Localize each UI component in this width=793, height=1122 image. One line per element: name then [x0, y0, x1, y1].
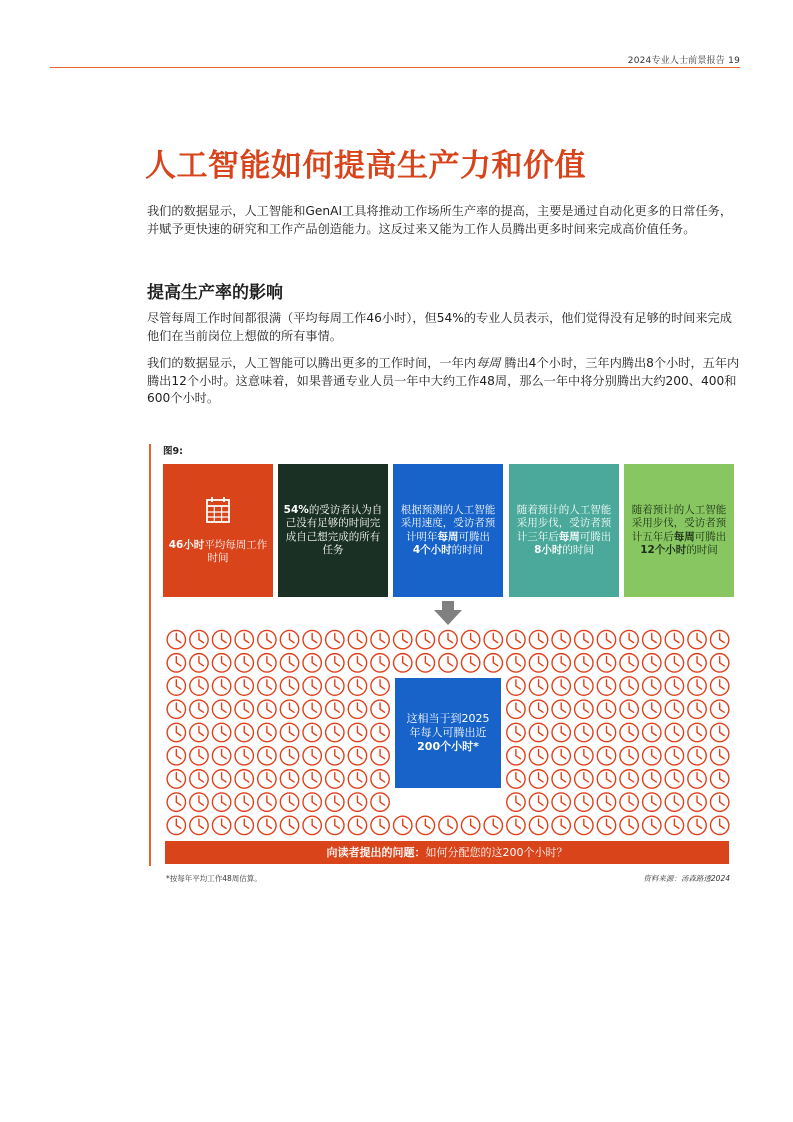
clock-icon	[620, 816, 638, 834]
clock-icon	[258, 770, 276, 788]
clock-icon	[280, 793, 298, 811]
clock-icon	[326, 816, 344, 834]
clock-icon	[258, 677, 276, 695]
clock-icon	[665, 793, 683, 811]
stat-box-2-rest: 的受访者认为自己没有足够的时间完成自己想完成的所有任务	[285, 503, 383, 556]
clock-icon	[303, 654, 321, 672]
page-title: 人工智能如何提高生产力和价值	[145, 148, 586, 184]
intro-paragraph: 我们的数据显示，人工智能和GenAI工具将推动工作场所生产率的提高，主要是通过自动化更多的日常任务，并赋予更快速的研究和工作产品创造能力。这反过来又能为工作人员腾出更多时间来完成高价值任务。	[147, 204, 733, 236]
clock-icon	[597, 770, 615, 788]
clock-icon	[597, 677, 615, 695]
clock-icon	[326, 700, 344, 718]
reader-question-bar	[165, 841, 729, 864]
clock-icon	[710, 630, 728, 648]
clock-icon	[575, 677, 593, 695]
clock-icon	[620, 747, 638, 765]
clock-icon	[620, 770, 638, 788]
clock-icon	[597, 654, 615, 672]
clock-icon	[167, 630, 185, 648]
callout-line-2: 年每人可腾出近	[409, 726, 487, 739]
clock-icon	[575, 700, 593, 718]
clock-icon	[371, 630, 389, 648]
clock-icon	[688, 747, 706, 765]
clock-icon	[643, 723, 661, 741]
clock-icon	[529, 723, 547, 741]
clock-icon	[371, 793, 389, 811]
clock-icon	[167, 723, 185, 741]
clock-icon	[212, 723, 230, 741]
clock-icon	[303, 700, 321, 718]
clock-icon	[529, 630, 547, 648]
clock-icon	[665, 747, 683, 765]
clock-icon	[688, 700, 706, 718]
clock-icon	[303, 793, 321, 811]
clock-icon	[258, 700, 276, 718]
clock-icon	[597, 723, 615, 741]
clock-icon	[552, 723, 570, 741]
clock-icon	[507, 747, 525, 765]
clock-icon	[258, 747, 276, 765]
clock-icon	[552, 747, 570, 765]
clock-icon	[190, 700, 208, 718]
clock-icon	[597, 630, 615, 648]
clock-icon	[710, 770, 728, 788]
clock-icon	[303, 747, 321, 765]
stat-box-1-bold: 46小时	[168, 538, 205, 551]
clock-icon	[258, 654, 276, 672]
clock-icon	[688, 630, 706, 648]
clock-icon	[575, 723, 593, 741]
clock-icon	[665, 770, 683, 788]
clock-icon	[688, 654, 706, 672]
clock-icon	[371, 723, 389, 741]
clock-icon	[235, 654, 253, 672]
stat-box-five-years	[624, 464, 734, 597]
stat-box-5-bold1: 每周	[673, 530, 695, 543]
question-label: 向读者提出的问题：	[326, 846, 426, 859]
clock-icon	[235, 700, 253, 718]
section-heading: 提高生产率的影响	[147, 283, 283, 303]
clock-icon	[710, 816, 728, 834]
clock-icon	[665, 816, 683, 834]
clock-icon	[167, 747, 185, 765]
clock-icon	[348, 654, 366, 672]
clock-icon	[348, 630, 366, 648]
clock-icon	[212, 677, 230, 695]
clock-icon	[371, 770, 389, 788]
clock-icon	[326, 654, 344, 672]
paragraph-time-saved	[147, 355, 743, 408]
clock-icon	[235, 770, 253, 788]
clock-icon	[643, 677, 661, 695]
clock-icon	[575, 747, 593, 765]
stat-box-three-years	[509, 464, 619, 597]
clock-icon	[416, 654, 434, 672]
clock-icon	[280, 723, 298, 741]
clock-icon	[212, 654, 230, 672]
clock-icon	[620, 723, 638, 741]
clock-icon	[348, 677, 366, 695]
stat-box-3-mid: 可腾出	[458, 530, 490, 543]
clock-icon	[348, 770, 366, 788]
clock-icon	[643, 793, 661, 811]
stat-box-1-rest: 平均每周工作时间	[204, 538, 268, 564]
clock-icon	[439, 654, 457, 672]
clock-icon	[575, 630, 593, 648]
clock-icon	[665, 723, 683, 741]
clock-icon	[348, 816, 366, 834]
paragraph-work-hours: 尽管每周工作时间都很满（平均每周工作46小时），但54%的专业人员表示，他们觉得没有足够的时间来完成他们在当前岗位上想做的所有事情。	[147, 311, 732, 343]
clock-icon	[167, 816, 185, 834]
clock-icon	[416, 630, 434, 648]
clock-icon	[461, 654, 479, 672]
clock-icon	[190, 793, 208, 811]
clock-icon	[552, 793, 570, 811]
p3-before: 我们的数据显示，人工智能可以腾出更多的工作时间，一年内	[147, 356, 477, 370]
clock-icon	[688, 816, 706, 834]
stat-box-4-bold1: 每周	[558, 530, 580, 543]
clock-icon	[597, 700, 615, 718]
clock-icon	[643, 747, 661, 765]
clock-icon	[371, 700, 389, 718]
clock-icon	[212, 630, 230, 648]
clock-icon	[688, 793, 706, 811]
clock-icon	[303, 630, 321, 648]
clock-icon	[167, 770, 185, 788]
callout-bold: 200个小时*	[417, 740, 479, 753]
clock-icon	[258, 816, 276, 834]
clock-icon	[235, 677, 253, 695]
stat-box-insufficient-time	[278, 464, 388, 597]
p3-emphasis: 每周	[476, 356, 501, 370]
clock-icon	[371, 677, 389, 695]
clock-icon	[575, 654, 593, 672]
clock-icon	[507, 677, 525, 695]
clock-icon	[665, 677, 683, 695]
clock-icon	[235, 630, 253, 648]
clock-icon	[552, 700, 570, 718]
stat-box-3-pre: 根据预测的人工智能采用速度，受访者预计明年	[400, 503, 496, 543]
clock-icon	[507, 770, 525, 788]
clock-icon	[507, 723, 525, 741]
clock-icon	[258, 630, 276, 648]
stat-box-4-text	[512, 504, 616, 558]
stat-box-5-text	[627, 504, 731, 558]
clock-icon	[507, 630, 525, 648]
clock-icon	[529, 816, 547, 834]
stat-box-avg-hours	[163, 464, 273, 597]
stat-box-5-pre: 随着预计的人工智能采用步伐，受访者预计五年后	[631, 503, 727, 543]
clock-icon	[212, 816, 230, 834]
clock-icon	[620, 654, 638, 672]
clock-icon	[461, 630, 479, 648]
clock-icon	[552, 654, 570, 672]
clock-icon	[190, 816, 208, 834]
clock-icon	[620, 700, 638, 718]
clock-icon	[348, 723, 366, 741]
clock-icon	[439, 630, 457, 648]
clock-icon	[529, 793, 547, 811]
clock-icon	[688, 770, 706, 788]
clock-icon	[326, 747, 344, 765]
clock-icon	[167, 654, 185, 672]
clock-icon	[529, 654, 547, 672]
clock-icon	[665, 700, 683, 718]
clock-icon	[552, 816, 570, 834]
clock-icon	[620, 793, 638, 811]
clock-icon	[280, 630, 298, 648]
p3-after: 腾出4个小时，三年内腾出8个小时，五年内腾出12个小时。这意味着，如果普通专业人员一年中大约工作48周，那么一年中将分别腾出大约200、400和600个小时。	[147, 356, 740, 405]
clock-icon	[190, 654, 208, 672]
clock-icon	[688, 723, 706, 741]
clock-icon	[597, 747, 615, 765]
stat-box-5-mid: 可腾出	[694, 530, 727, 543]
clock-icon	[394, 816, 412, 834]
clock-icon	[643, 654, 661, 672]
clock-icon	[507, 700, 525, 718]
clock-icon	[484, 630, 502, 648]
clock-icon	[303, 770, 321, 788]
stat-box-next-year	[393, 464, 503, 597]
clock-icon	[190, 723, 208, 741]
clock-icon	[280, 700, 298, 718]
stat-box-5-bold2: 12个小时	[640, 544, 687, 556]
clock-icon	[552, 630, 570, 648]
clock-icon	[643, 630, 661, 648]
clock-icon	[348, 793, 366, 811]
callout-line-1: 这相当于到2025	[406, 712, 490, 725]
clock-icon	[688, 677, 706, 695]
clock-icon	[235, 747, 253, 765]
clock-icon	[280, 654, 298, 672]
clock-icon	[258, 793, 276, 811]
clock-icon	[280, 816, 298, 834]
clock-icon	[575, 770, 593, 788]
clock-icon	[643, 700, 661, 718]
stat-box-3-post: 的时间	[451, 544, 484, 556]
clock-icon	[575, 793, 593, 811]
stat-box-3-bold2: 4个小时	[412, 544, 452, 556]
clock-icon	[326, 793, 344, 811]
stat-box-1-text	[166, 539, 270, 566]
clock-icon	[212, 793, 230, 811]
clock-icon	[484, 816, 502, 834]
clock-icon	[326, 630, 344, 648]
clock-icon	[167, 793, 185, 811]
stat-box-3-text	[396, 504, 500, 558]
clock-icon	[212, 770, 230, 788]
clock-icon	[507, 793, 525, 811]
clock-icon	[212, 747, 230, 765]
clock-icon	[235, 793, 253, 811]
clock-icon	[280, 770, 298, 788]
clock-icon	[258, 723, 276, 741]
clock-icon	[710, 677, 728, 695]
clock-icon	[665, 654, 683, 672]
figure-footnote: *按每年平均工作48周估算。	[166, 874, 262, 883]
clock-icon	[597, 793, 615, 811]
header-rule	[50, 67, 740, 68]
clock-icon	[348, 700, 366, 718]
clock-icon	[620, 677, 638, 695]
clock-icon	[190, 677, 208, 695]
clock-icon	[190, 770, 208, 788]
clock-icon	[710, 700, 728, 718]
clock-icon	[643, 816, 661, 834]
hours-saved-callout	[395, 678, 501, 788]
clock-icon	[529, 747, 547, 765]
clock-icon	[326, 770, 344, 788]
clock-icon	[303, 816, 321, 834]
clock-icon	[484, 654, 502, 672]
stat-box-4-mid: 可腾出	[579, 530, 612, 543]
stat-box-4-bold2: 8小时	[534, 544, 563, 556]
clock-icon	[235, 723, 253, 741]
clock-icon	[643, 770, 661, 788]
clock-icon	[529, 677, 547, 695]
clock-icon	[461, 816, 479, 834]
figure-label: 图9:	[163, 446, 183, 457]
clock-icon	[280, 747, 298, 765]
clock-icon	[507, 654, 525, 672]
clock-icon	[326, 677, 344, 695]
clock-icon	[529, 700, 547, 718]
stat-box-5-post: 的时间	[686, 544, 718, 556]
clock-icon	[710, 793, 728, 811]
clock-icon	[710, 723, 728, 741]
stat-box-4-pre: 随着预计的人工智能采用步伐，受访者预计三年后	[516, 503, 612, 543]
clock-icon	[190, 747, 208, 765]
clock-icon	[552, 677, 570, 695]
stat-box-2-bold: 54%	[283, 503, 309, 516]
clock-icon	[212, 700, 230, 718]
figure-source: 资料来源：汤森路透2024	[643, 874, 730, 883]
clock-icon	[529, 770, 547, 788]
clock-icon	[710, 747, 728, 765]
figure-side-rule	[149, 444, 151, 866]
clock-icon	[439, 816, 457, 834]
clock-icon	[507, 816, 525, 834]
calendar-icon	[206, 496, 230, 523]
clock-icon	[371, 654, 389, 672]
clock-icon	[597, 816, 615, 834]
clock-icon	[303, 677, 321, 695]
clock-icon	[280, 677, 298, 695]
stat-box-4-post: 的时间	[562, 544, 594, 556]
stat-box-3-bold1: 每周	[437, 530, 459, 543]
clock-icon	[348, 747, 366, 765]
clock-icon	[371, 816, 389, 834]
clock-icon	[394, 654, 412, 672]
clock-icon	[710, 654, 728, 672]
page-header-label: 2024专业人士前景报告 19	[627, 56, 740, 66]
clock-icon	[371, 747, 389, 765]
clock-icon	[394, 630, 412, 648]
clock-icon	[235, 816, 253, 834]
clock-icon	[416, 816, 434, 834]
clock-icon	[620, 630, 638, 648]
clock-icon	[167, 700, 185, 718]
clock-icon	[167, 677, 185, 695]
clock-icon	[665, 630, 683, 648]
stat-box-2-text	[281, 504, 385, 558]
clock-icon	[190, 630, 208, 648]
question-text: 如何分配您的这200个小时？	[425, 846, 568, 859]
clock-icon	[303, 723, 321, 741]
clock-icon	[552, 770, 570, 788]
clock-icon	[326, 723, 344, 741]
down-arrow-icon	[433, 601, 463, 625]
clock-icon	[575, 816, 593, 834]
